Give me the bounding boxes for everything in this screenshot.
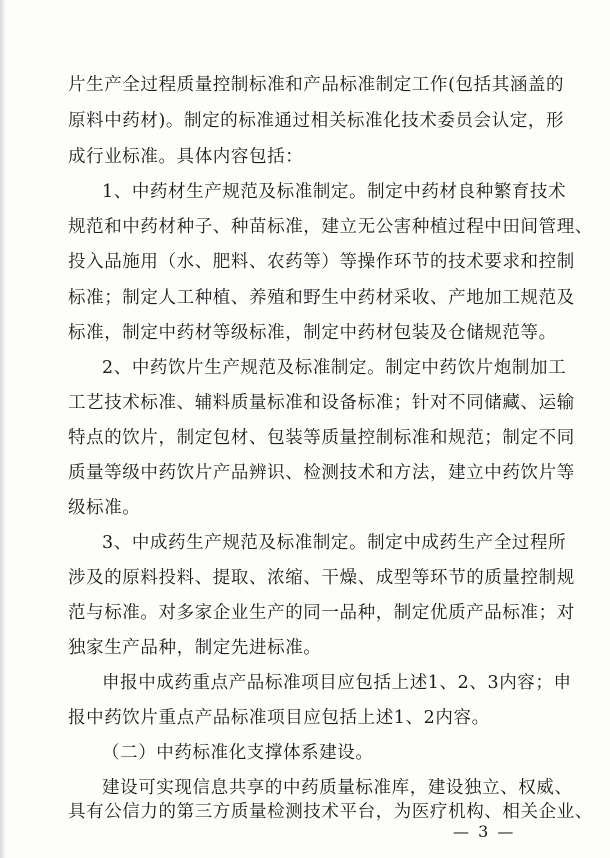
text-line: 具有公信力的第三方质量检测技术平台，为医疗机构、相关企业、	[68, 802, 593, 822]
section-heading: （二）中药标准化支撑体系建设。	[102, 743, 374, 763]
text-line: 片生产全过程质量控制标准和产品标准制定工作(包括其涵盖的	[68, 75, 565, 95]
text-line: 投入品施用（水、肥料、农药等）等操作环节的技术要求和控制	[68, 252, 575, 272]
text-line: 标准；制定人工种植、养殖和野生中药材采收、产地加工规范及	[68, 288, 575, 308]
text-line: 原料中药材)。制定的标准通过相关标准化技术委员会认定，形	[68, 111, 565, 131]
text-line: 范与标准。对多家企业生产的同一品种，制定优质产品标准；对	[68, 603, 575, 623]
text-line: 特点的饮片，制定包材、包装等质量控制标准和规范；制定不同	[68, 428, 575, 448]
text-line: 质量等级中药饮片产品辨识、检测技术和方法，建立中药饮片等	[68, 463, 575, 483]
text-line: 级标准。	[68, 498, 141, 518]
text-line: 报中药饮片重点产品标准项目应包括上述1、2内容。	[68, 708, 490, 728]
text-line: 规范和中药材种子、种苗标准，建立无公害种植过程中田间管理、	[68, 217, 593, 237]
text-line: 2、中药饮片生产规范及标准制定。制定中药饮片炮制加工	[102, 358, 567, 378]
text-line: 涉及的原料投料、提取、浓缩、干燥、成型等环节的质量控制规	[68, 568, 575, 588]
scan-edge-shadow	[0, 0, 6, 858]
text-line: 建设可实现信息共享的中药质量标准库，建设独立、权威、	[102, 778, 573, 798]
text-line: 独家生产品种，制定先进标准。	[68, 638, 322, 658]
text-line: 1、中药材生产规范及标准制定。制定中药材良种繁育技术	[102, 182, 567, 202]
text-line: 3、中成药生产规范及标准制定。制定中成药生产全过程所	[102, 533, 567, 553]
page-number: — 3 —	[453, 822, 516, 841]
text-line: 工艺技术标准、辅料质量标准和设备标准；针对不同储藏、运输	[68, 393, 575, 413]
text-line: 申报中成药重点产品标准项目应包括上述1、2、3内容；申	[102, 673, 572, 693]
text-line: 成行业标准。具体内容包括：	[68, 147, 304, 167]
text-line: 标准，制定中药材等级标准，制定中药材包装及仓储规范等。	[68, 323, 557, 343]
